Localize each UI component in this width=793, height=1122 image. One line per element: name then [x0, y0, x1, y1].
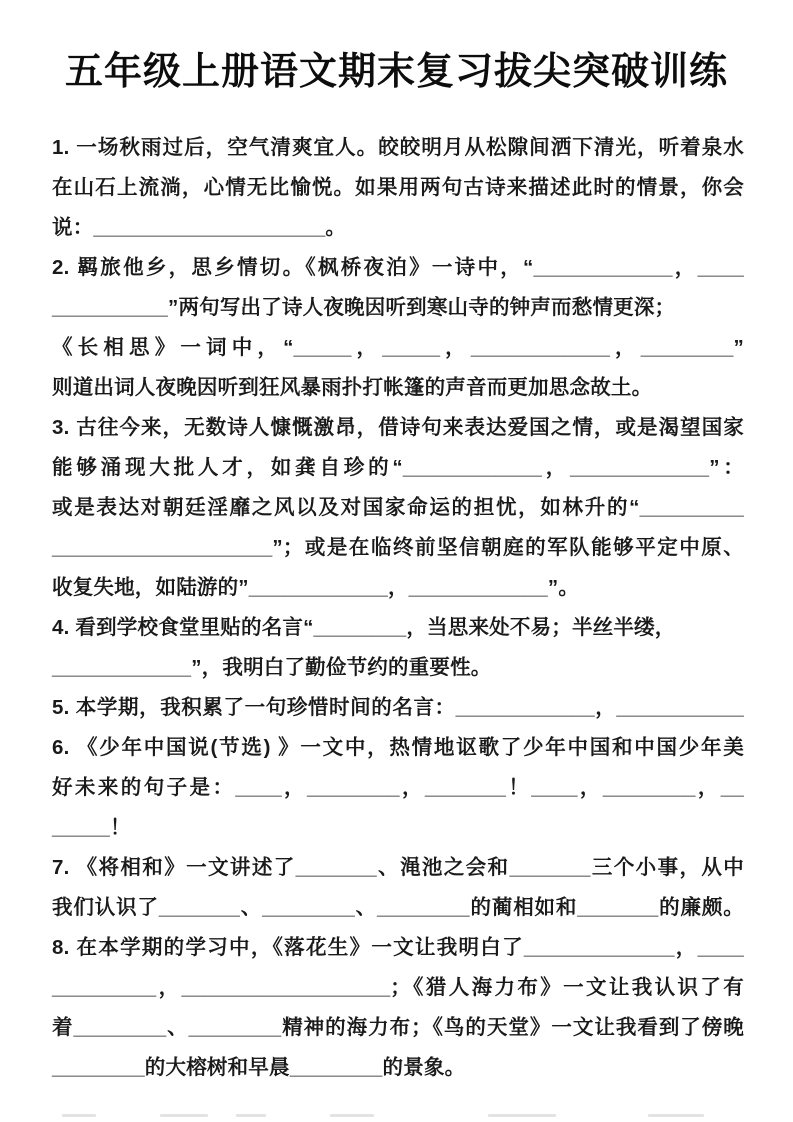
question-8-line-1: 8. 在本学期的学习中，《落花生》一文让我明白了_____________，____ — [52, 936, 744, 959]
question-3-line-4: ___________________”；或是在临终前坚信朝庭的军队能够平定中原、 — [52, 536, 744, 559]
question-3 — [52, 408, 744, 608]
question-2-line-4: 则道出词人夜晚因听到狂风暴雨扑打帐篷的声音而更加思念故土。 — [52, 376, 653, 399]
scan-artifact-mark — [62, 1114, 96, 1117]
question-3-line-3: 或是表达对朝廷淫靡之风以及对国家命运的担忧，如林升的“_________ — [52, 496, 744, 519]
question-3-line-2: 能够涌现大批人才，如龚自珍的“____________，____________”： — [52, 456, 744, 479]
question-8 — [52, 928, 744, 1088]
question-4 — [52, 608, 744, 688]
question-2 — [52, 248, 744, 408]
question-8-line-3: 着________、________精神的海力布；《鸟的天堂》一文让我看到了傍晚 — [52, 1016, 744, 1039]
scan-artifact-mark — [236, 1114, 266, 1117]
question-6-line-2: 好未来的句子是：____，________，_______！____，________，__ — [52, 776, 744, 799]
question-2-line-2: __________”两句写出了诗人夜晚因听到寒山寺的钟声而愁情更深； — [52, 296, 676, 319]
scan-artifact-mark — [648, 1114, 704, 1117]
question-8-line-4: ________的大榕树和早晨________的景象。 — [52, 1056, 466, 1079]
question-5 — [52, 688, 744, 728]
question-7 — [52, 848, 744, 928]
question-6-line-1: 6. 《少年中国说(节选) 》一文中，热情地讴歌了少年中国和中国少年美 — [52, 736, 744, 759]
page-title: 五年级上册语文期末复习拔尖突破训练 — [64, 51, 728, 93]
question-7-line-1: 7. 《将相和》一文讲述了_______、渑池之会和_______三个小事，从中 — [52, 856, 744, 879]
question-1-line-2: 在山石上流淌，心情无比愉悦。如果用两句古诗来描述此时的情景，你会 — [52, 176, 744, 199]
scan-artifact-mark — [330, 1114, 374, 1117]
question-1-line-1: 1. 一场秋雨过后，空气清爽宜人。皎皎明月从松隙间洒下清光，听着泉水 — [52, 136, 744, 159]
question-8-line-2: _________，__________________；《猎人海力布》一文让我认识了有 — [52, 976, 744, 999]
question-4-line-2: ____________”，我明白了勤俭节约的重要性。 — [52, 656, 492, 679]
question-3-line-5: 收复失地，如陆游的”____________，____________”。 — [52, 576, 580, 599]
page-bottom-scan-artifact — [0, 1114, 793, 1118]
question-2-line-3: 《长相思》一词中，“_____，_____，____________，________” — [52, 336, 744, 359]
worksheet-body — [0, 128, 793, 1088]
question-2-line-1: 2. 羁旅他乡，思乡情切。《枫桥夜泊》一诗中，“____________，____ — [52, 256, 744, 279]
question-1-line-3: 说：____________________。 — [52, 216, 347, 239]
question-5-line-1: 5. 本学期，我积累了一句珍惜时间的名言：____________，___________ — [52, 696, 744, 719]
scan-artifact-mark — [160, 1114, 208, 1117]
scan-artifact-mark — [488, 1114, 556, 1117]
question-6 — [52, 728, 744, 848]
question-3-line-1: 3. 古往今来，无数诗人慷慨激昂，借诗句来表达爱国之情，或是渴望国家 — [52, 416, 744, 439]
question-7-line-2: 我们认识了_______、________、________的蔺相如和_______的廉颇。 — [52, 896, 744, 919]
question-6-line-3: _____！ — [52, 816, 131, 839]
question-1 — [52, 128, 744, 248]
question-4-line-1: 4. 看到学校食堂里贴的名言“________，当思来处不易；半丝半缕， — [52, 616, 676, 639]
